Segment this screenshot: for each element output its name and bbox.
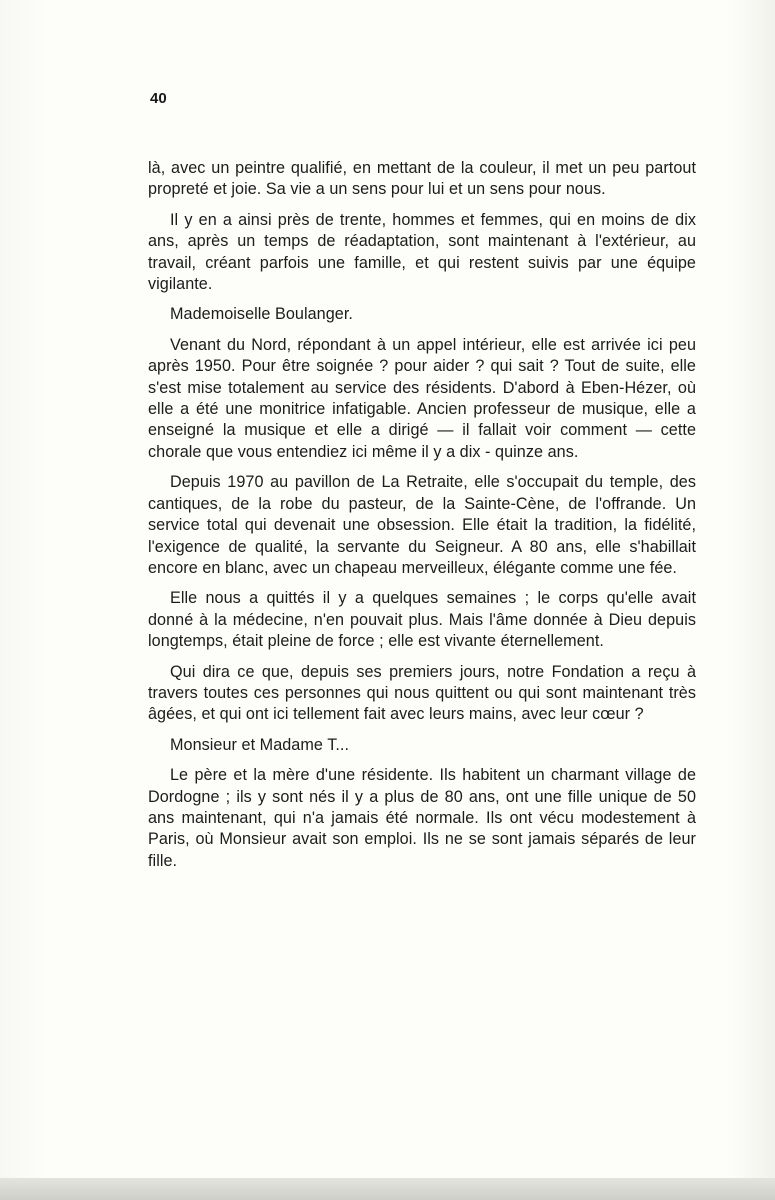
paragraph: Qui dira ce que, depuis ses premiers jours, notre Fondation a reçu à travers toutes ces personnes qui nous quittent ou qui sont maintenant très âgées, et qui ont ici tellement fait avec leurs mains, avec leur cœur ? bbox=[148, 662, 696, 724]
paragraph: Venant du Nord, répondant à un appel intérieur, elle est arrivée ici peu après 1950. Pour être soignée ? pour aider ? qui sait ? Tout de suite, elle s'est mise totalement au service des résidents. D'abord à Eben-Hézer, où elle a été une monitrice infatigable. Ancien professeur de musique, elle a enseigné la musique et elle a dirigé — il fallait voir comment — cette chorale que vous entendiez ici même il y a dix - quinze ans. bbox=[148, 335, 696, 461]
paragraph: Le père et la mère d'une résidente. Ils habitent un charmant village de Dordogne ; ils y sont nés il y a plus de 80 ans, ont une fille unique de 50 ans maintenant, qui n'a jamais été normale. Ils ont vécu modestement à Paris, où Monsieur avait son emploi. Ils ne se sont jamais séparés de leur fille. bbox=[148, 766, 696, 870]
paragraph: Il y en a ainsi près de trente, hommes et femmes, qui en moins de dix ans, après un temps de réadaptation, sont maintenant à l'extérieur, au travail, créant parfois une famille, et qui restent suivis par une équipe vigilante. bbox=[148, 210, 696, 294]
page-body bbox=[148, 158, 696, 881]
section-heading: Mademoiselle Boulanger. bbox=[170, 305, 353, 324]
section-heading: Monsieur et Madame T... bbox=[170, 735, 349, 754]
paragraph: là, avec un peintre qualifié, en mettant de la couleur, il met un peu partout propreté et joie. Sa vie a un sens pour lui et un sens pour nous. bbox=[148, 159, 696, 199]
paragraph: Elle nous a quittés il y a quelques semaines ; le corps qu'elle avait donné à la médecine, n'en pouvait plus. Mais l'âme donnée à Dieu depuis longtemps, était pleine de force ; elle est vivante éternellement. bbox=[148, 589, 696, 651]
paragraph: Depuis 1970 au pavillon de La Retraite, elle s'occupait du temple, des cantiques, de la robe du pasteur, de la Sainte-Cène, de l'offrande. Un service total qui devenait une obsession. Elle était la tradition, la fidélité, l'exigence de qualité, la servante du Seigneur. A 80 ans, elle s'habillait encore en blanc, avec un chapeau merveilleux, élégante comme une fée. bbox=[148, 473, 696, 577]
page-bottom-edge bbox=[0, 1178, 775, 1200]
page-number: 40 bbox=[150, 90, 167, 107]
